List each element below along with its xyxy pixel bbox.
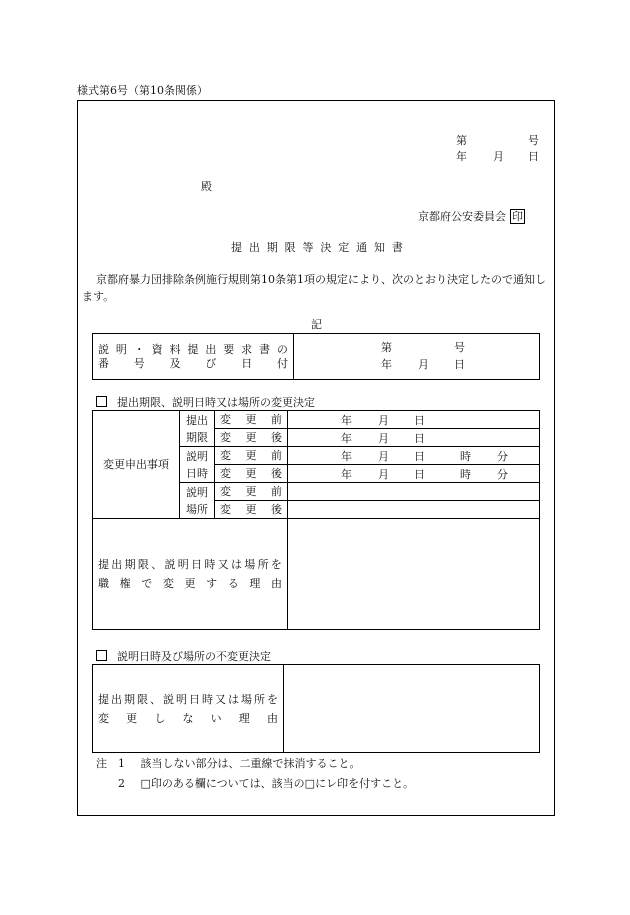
place-after-value bbox=[288, 501, 540, 519]
deadline-before-label: 変 更 前 bbox=[215, 411, 288, 429]
document-number-prefix: 第 bbox=[456, 134, 467, 147]
ex-officio-reason-value bbox=[288, 519, 540, 630]
body-text: 京都府暴力団排除条例施行規則第10条第1項の規定により、次のとおり決定したので通知します。 bbox=[82, 273, 546, 303]
ex-officio-reason-label: 提 出 期 限 、 説 明 日 時 又 は 場 所 を 職 権 で 変 更 す る 理 由 bbox=[93, 519, 288, 630]
request-label-cell bbox=[93, 334, 294, 380]
change-table bbox=[92, 410, 540, 630]
no-change-reason-value bbox=[284, 665, 540, 753]
no-change-reason-label: 提 出 期 限 、 説 明 日 時 又 は 場 所 を 変 更 し な い 理 由 bbox=[93, 665, 284, 753]
ki-label: 記 bbox=[311, 318, 322, 331]
group-deadline-label: 提出 期限 bbox=[180, 411, 215, 447]
request-label-line2: 番 号 及 び 日 付 bbox=[98, 356, 288, 370]
request-table bbox=[92, 333, 540, 380]
datetime-before-label: 変 更 前 bbox=[215, 447, 288, 465]
place-before-label: 変 更 前 bbox=[215, 483, 288, 501]
no-change-decision-checkbox[interactable] bbox=[96, 650, 107, 661]
request-number-suffix: 号 bbox=[454, 341, 465, 354]
note-1-number: 1 bbox=[118, 757, 125, 770]
no-change-table bbox=[92, 664, 540, 753]
group-datetime-label: 説明 日時 bbox=[180, 447, 215, 483]
request-label-line1: 説 明 ・ 資 料 提 出 要 求 書 の bbox=[98, 343, 288, 357]
notes-prefix: 注 bbox=[96, 757, 107, 770]
group-place-label: 説明 場所 bbox=[180, 483, 215, 519]
note-1-text: 該当しない部分は、二重線で抹消すること。 bbox=[140, 757, 361, 770]
note-2 bbox=[118, 777, 414, 790]
note-1 bbox=[118, 757, 361, 770]
deadline-after-value: 年 月 日 bbox=[288, 429, 540, 447]
request-value-cell bbox=[294, 334, 540, 380]
document-title: 提 出 期 限 等 決 定 通 知 書 bbox=[231, 241, 403, 254]
request-year: 年 bbox=[381, 358, 392, 371]
deadline-before-value: 年 月 日 bbox=[288, 411, 540, 429]
no-change-decision-label: 説明日時及び場所の不変更決定 bbox=[117, 650, 271, 663]
note-2-number: 2 bbox=[118, 777, 125, 790]
request-month: 月 bbox=[418, 358, 429, 371]
datetime-after-value: 年 月 日 時 分 bbox=[288, 465, 540, 483]
change-decision-label: 提出期限、説明日時又は場所の変更決定 bbox=[117, 396, 315, 409]
document-number-suffix: 号 bbox=[528, 134, 539, 147]
request-day: 日 bbox=[454, 358, 465, 371]
datetime-after-label: 変 更 後 bbox=[215, 465, 288, 483]
date-day: 日 bbox=[528, 150, 539, 163]
section2-checkbox-row bbox=[96, 650, 271, 663]
date-month: 月 bbox=[493, 150, 504, 163]
change-decision-checkbox[interactable] bbox=[96, 396, 107, 407]
change-items-label: 変更申出事項 bbox=[93, 411, 180, 519]
deadline-after-label: 変 更 後 bbox=[215, 429, 288, 447]
addressee-honorific: 殿 bbox=[201, 180, 212, 193]
place-before-value bbox=[288, 483, 540, 501]
note-2-text: □印のある欄については、該当の□にレ印を付すこと。 bbox=[140, 777, 415, 790]
issuer bbox=[418, 209, 525, 224]
form-label: 様式第6号（第10条関係） bbox=[77, 84, 208, 97]
section1-checkbox-row bbox=[96, 396, 315, 409]
datetime-before-value: 年 月 日 時 分 bbox=[288, 447, 540, 465]
issuer-name: 京都府公安委員会 bbox=[418, 210, 506, 223]
date-year: 年 bbox=[456, 150, 467, 163]
place-after-label: 変 更 後 bbox=[215, 501, 288, 519]
seal-mark: 印 bbox=[512, 210, 523, 223]
request-number-prefix: 第 bbox=[381, 341, 392, 354]
